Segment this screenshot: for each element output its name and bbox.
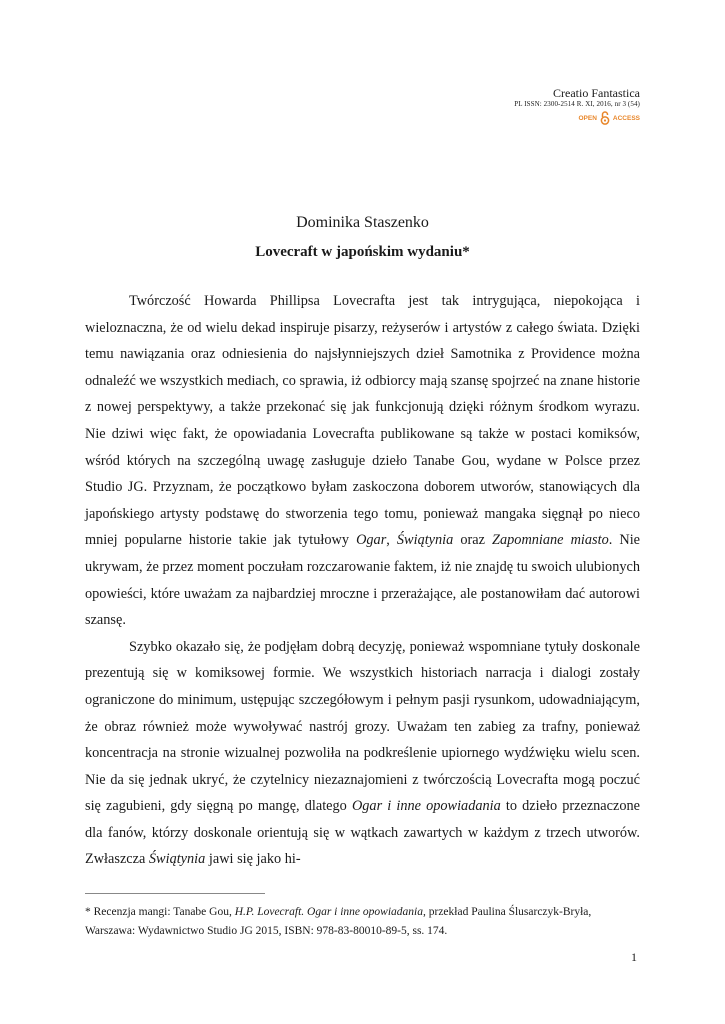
- journal-header: [514, 86, 640, 125]
- paragraph-1-text-a: Twórczość Howarda Phillipsa Lovecrafta jest tak intrygująca, niepokojąca i wieloznaczna, że od wielu dekad inspiruje pisarzy, reżyserów i artystów z całego świata. Dzięki temu nawiązania oraz odniesienia do najsłynniejszych dzieł Samotnika z Providence można odnaleźć we wszystkich mediach, co sprawia, iż odbiorcy mają szansę spojrzeć na znane historie z nowej perspektywy, a także przekonać się jak funkcjonują dzięki różnym środkom wyrazu. Nie dziwi więc fakt, że opowiadania Lovecrafta publikowane są także w postaci komiksów, wśród których na szczególną uwagę zasługuje dzieło Tanabe Gou, wydane w Polsce przez Studio JG. Przyznam, że początkowo byłam zaskoczona doborem utworów, stanowiących dla japońskiego artysty podstawę do stworzenia tego tomu, ponieważ mangaka sięgnął po nieco mniej popularne historie takie jak tytułowy: [85, 293, 640, 549]
- footnote-book-title: H.P. Lovecraft. Ogar i inne opowiadania: [234, 906, 423, 918]
- paragraph-2: [85, 634, 640, 873]
- footnote: [85, 903, 640, 941]
- title-swiatynia-2: Świątynia: [148, 851, 206, 868]
- journal-name: Creatio Fantastica: [553, 86, 640, 100]
- footnote-divider: [85, 893, 265, 894]
- paragraph-1: [85, 288, 640, 634]
- article-body: [85, 288, 640, 873]
- paragraph-1-text-c: oraz: [453, 532, 493, 549]
- title-swiatynia: Świątynia: [396, 532, 454, 549]
- issn-line: PL ISSN: 2300-2514 R. XI, 2016, nr 3 (54): [514, 100, 640, 108]
- title-ogar-i-inne: Ogar i inne opowiadania: [351, 798, 501, 815]
- open-access-lock-icon: [600, 111, 610, 125]
- paragraph-1-text-d: . Nie ukrywam, że przez moment poczułam rozczarowanie faktem, iż nie znajdę tu swoich ulubionych opowieści, które uważam za najbardziej mroczne i przerażające, ale postanowiłam dać autorowi szansę.: [85, 532, 641, 629]
- paragraph-2-text-c: jawi się jako hi-: [205, 851, 301, 868]
- title-zapomniane-miasto: Zapomniane miasto: [492, 532, 609, 549]
- open-access-label-left: OPEN: [578, 114, 597, 122]
- paragraph-2-text-a: Szybko okazało się, że podjęłam dobrą decyzję, ponieważ wspomniane tytuły doskonale prezentują się w komiksowej formie. We wszystkich historiach narracja i dialogi zostały ograniczone do minimum, ustępując szczegółowym i pełnym pasji rysunkom, udowadniającym, że obraz również może wywoływać nastrój grozy. Uważam ten zabieg za trafny, ponieważ koncentracja na stronie wizualnej pozwoliła na podkreślenie upiornego wydźwięku wielu scen. Nie da się jednak ukryć, że czytelnicy niezaznajomieni z twórczością Lovecrafta mogą poczuć się zagubieni, gdy sięgną po mangę, dlatego: [85, 638, 640, 815]
- title-ogar: Ogar: [356, 532, 387, 549]
- open-access-badge: [514, 111, 640, 125]
- article-title: Lovecraft w japońskim wydaniu*: [255, 244, 470, 260]
- author-name: Dominika Staszenko: [296, 214, 429, 231]
- footnote-text-b: , przekład Paulina Ślusarczyk-Bryła, Warszawa: Wydawnictwo Studio JG 2015, ISBN: 978-83-80010-89-5, ss. 174.: [85, 906, 592, 937]
- open-access-label-right: ACCESS: [612, 114, 640, 122]
- page-number: 1: [631, 950, 637, 964]
- footnote-text-a: * Recenzja mangi: Tanabe Gou,: [85, 906, 235, 918]
- paragraph-1-text-b: ,: [386, 532, 397, 549]
- paragraph-2-text-b: to dzieło przeznaczone dla fanów, którzy doskonale orientują się w wątkach zawartych w każdym z trzech utworów. Zwłaszcza: [85, 798, 640, 868]
